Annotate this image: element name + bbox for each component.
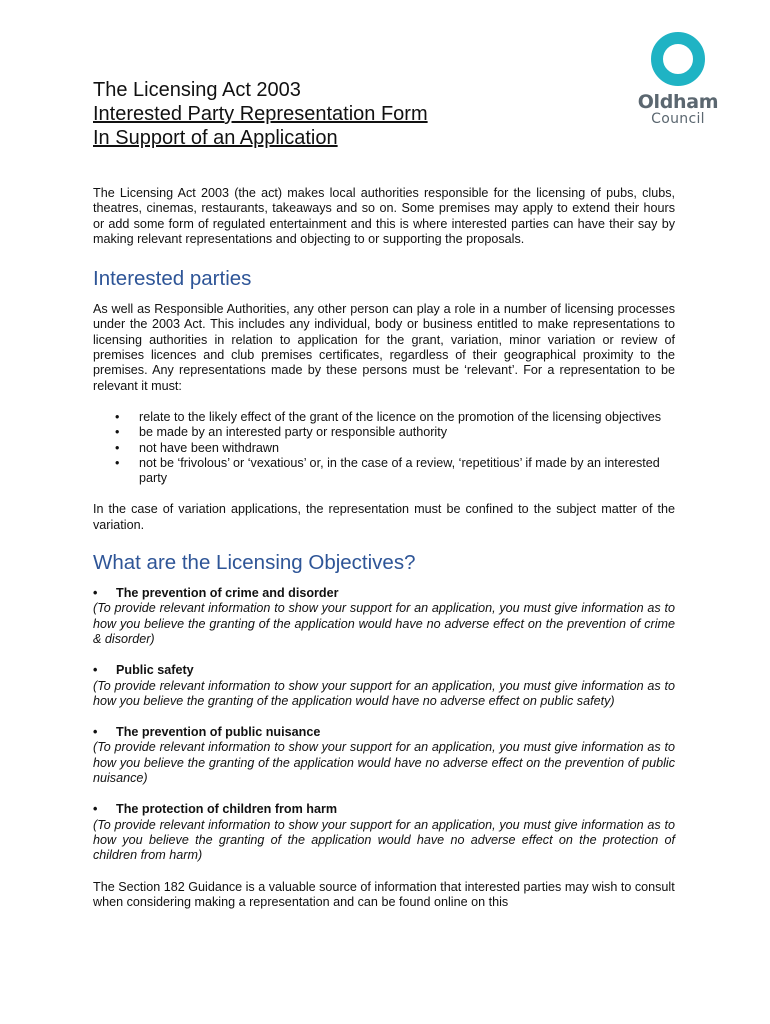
oldham-council-logo [628,30,728,126]
interested-parties-paragraph: As well as Responsible Authorities, any other person can play a role in a number of licensing processes under the 2003 Act. This includes any individual, body or business entitled to make representations to licensing authorities in relation to application for the grant, variation, minor variation or review of premises licences and club premises certificates, regardless of their geographical proximity to the premises. Any representations made by these persons must be ‘relevant’. For a representation to be relevant it must: [93,302,675,393]
objective-description: (To provide relevant information to show your support for an application, you must give information as to how you believe the granting of the application would have no adverse effect on the prevention of public nuisance) [93,740,675,786]
objective-title: • The protection of children from harm [93,802,675,817]
objective-title: • The prevention of public nuisance [93,725,675,740]
title-line-1: The Licensing Act 2003 [93,79,301,101]
objective-block [93,725,675,786]
list-item: • not be ‘frivolous’ or ‘vexatious’ or, in the case of a review, ‘repetitious’ if made by an interested party [93,456,675,487]
objective-description: (To provide relevant information to show your support for an application, you must give information as to how you believe the granting of the application would have no adverse effect on the protection of children from harm) [93,817,675,863]
objective-title: • Public safety [93,663,675,678]
licensing-objectives-heading: What are the Licensing Objectives? [93,551,416,575]
logo-name: Oldham [637,91,719,113]
title-line-3: In Support of an Application [93,127,338,149]
guidance-paragraph: The Section 182 Guidance is a valuable source of information that interested parties may wish to consult when considering making a representation and can be found online on this [93,879,675,909]
list-item: • not have been withdrawn [93,441,675,456]
title-line-2: Interested Party Representation Form [93,103,428,125]
list-item: • be made by an interested party or responsible authority [93,425,675,440]
list-item: • relate to the likely effect of the grant of the licence on the promotion of the licensing objectives [93,410,675,425]
objective-description: (To provide relevant information to show your support for an application, you must give information as to how you believe the granting of the application would have no adverse effect on public safety) [93,678,675,708]
interested-parties-heading: Interested parties [93,267,252,291]
logo-sub: Council [651,111,705,127]
intro-paragraph: The Licensing Act 2003 (the act) makes local authorities responsible for the licensing of pubs, clubs, theatres, cinemas, restaurants, takeaways and so on. Some premises may apply to extend their hours or add some form of regulated entertainment and this is where interested parties can have their say by making relevant representations and objecting to or supporting the proposals. [93,186,675,246]
relevance-list [93,410,675,486]
variation-paragraph: In the case of variation applications, the representation must be confined to the subject matter of the variation. [93,502,675,532]
document-title [93,78,428,150]
objective-title: • The prevention of crime and disorder [93,586,675,601]
document-body [93,186,675,910]
objective-description: (To provide relevant information to show your support for an application, you must give information as to how you believe the granting of the application would have no adverse effect on the prevention of crime & disorder) [93,601,675,646]
objective-block [93,663,675,709]
objective-block [93,802,675,863]
objective-block [93,586,675,647]
oldham-ring-icon [649,30,707,88]
